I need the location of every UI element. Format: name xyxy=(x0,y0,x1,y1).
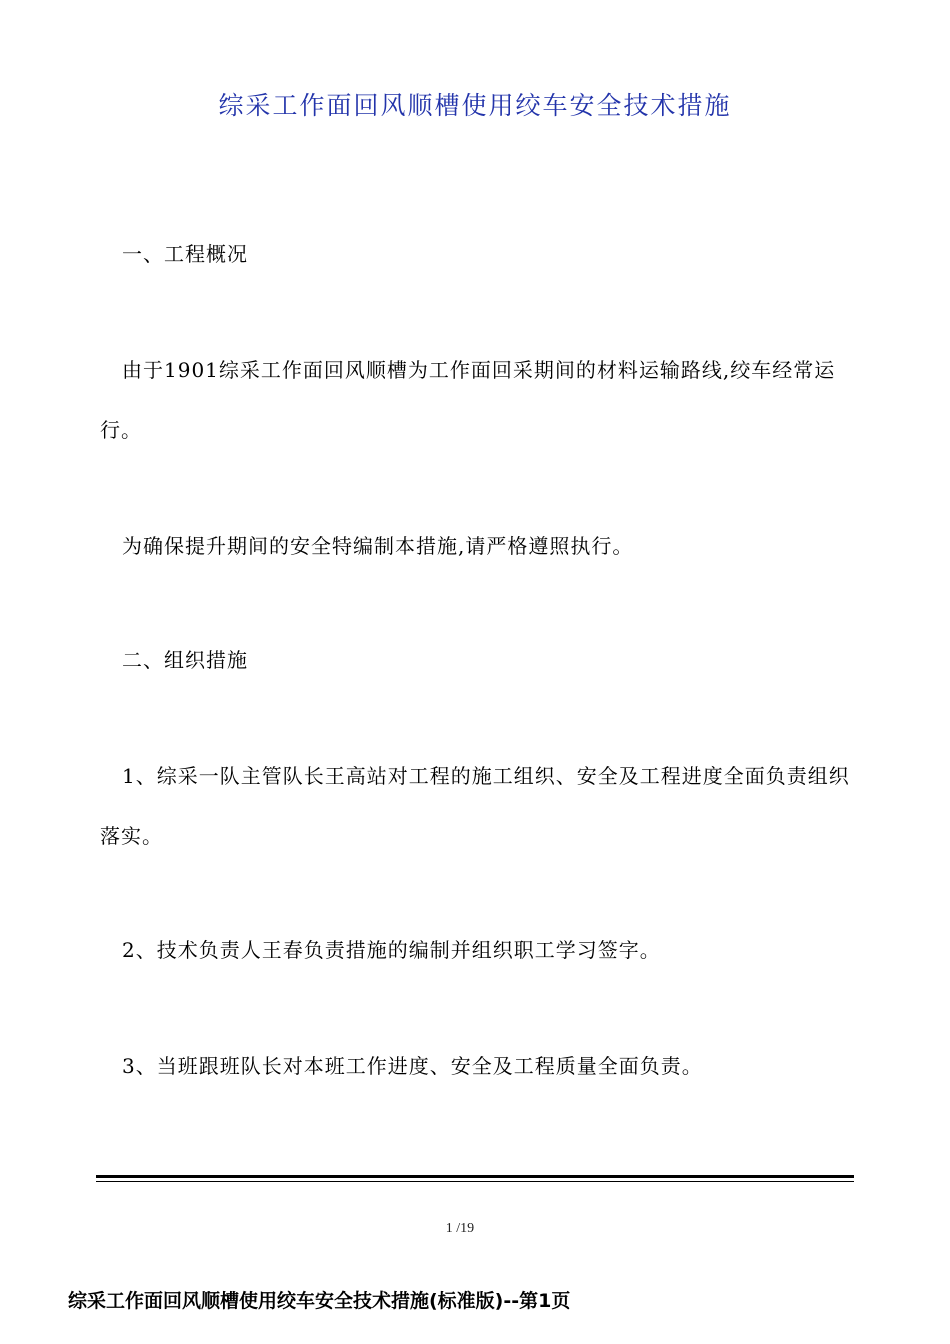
page-number: 1 /19 xyxy=(445,1221,475,1236)
footer-divider-thick xyxy=(96,1175,854,1178)
paragraph-item-1: 1、综采一队主管队长王高站对工程的施工组织、安全及工程进度全面负责组织落实。 xyxy=(100,764,850,848)
paragraph-purpose: 为确保提升期间的安全特编制本措施,请严格遵照执行。 xyxy=(122,534,634,558)
section-heading-organization: 二、组织措施 xyxy=(122,648,248,672)
document-title: 综采工作面回风顺槽使用绞车安全技术措施 xyxy=(218,91,732,120)
section-heading-overview: 一、工程概况 xyxy=(122,242,248,266)
footer-divider-thin xyxy=(96,1181,854,1182)
paragraph-item-3: 3、当班跟班队长对本班工作进度、安全及工程质量全面负责。 xyxy=(122,1054,703,1078)
paragraph-overview-text: 由于1901综采工作面回风顺槽为工作面回采期间的材料运输路线,绞车经常运行。 xyxy=(100,358,836,442)
footer-caption: 综采工作面回风顺槽使用绞车安全技术措施(标准版)--第1页 xyxy=(68,1290,571,1312)
paragraph-item-2: 2、技术负责人王春负责措施的编制并组织职工学习签字。 xyxy=(122,938,661,962)
